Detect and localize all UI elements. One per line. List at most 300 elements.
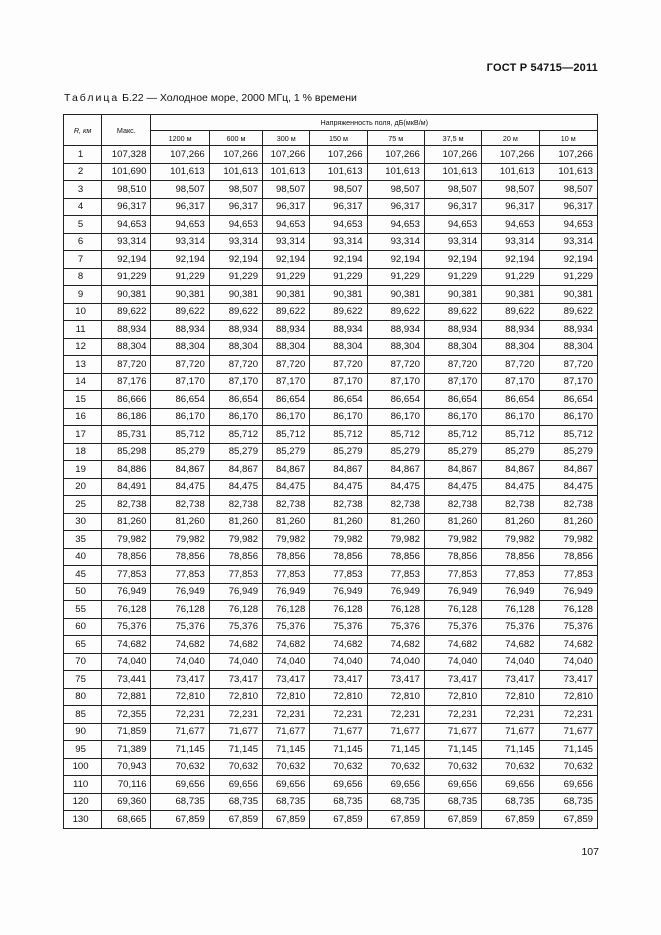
cell-value: 74,040 [482, 653, 539, 671]
cell-value: 82,738 [263, 496, 310, 514]
cell-value: 76,949 [209, 583, 262, 601]
cell-value: 71,145 [310, 741, 367, 759]
cell-max: 96,317 [102, 198, 151, 216]
cell-value: 87,170 [310, 373, 367, 391]
cell-distance: 17 [64, 426, 102, 444]
cell-value: 93,314 [482, 233, 539, 251]
cell-value: 86,170 [209, 408, 262, 426]
header-height: 300 м [263, 131, 310, 146]
cell-value: 91,229 [539, 268, 598, 286]
cell-value: 72,231 [151, 706, 209, 724]
cell-value: 90,381 [539, 286, 598, 304]
cell-value: 94,653 [539, 216, 598, 234]
table-row [64, 531, 598, 549]
header-max: Макс. [102, 115, 151, 146]
cell-max: 69,360 [102, 793, 151, 811]
table-row [64, 548, 598, 566]
cell-value: 81,260 [263, 513, 310, 531]
cell-value: 85,712 [424, 426, 481, 444]
cell-max: 74,040 [102, 653, 151, 671]
cell-value: 76,949 [310, 583, 367, 601]
cell-max: 70,943 [102, 758, 151, 776]
cell-value: 78,856 [539, 548, 598, 566]
cell-value: 74,682 [482, 636, 539, 654]
cell-max: 101,690 [102, 163, 151, 181]
cell-value: 68,735 [367, 793, 424, 811]
cell-value: 78,856 [482, 548, 539, 566]
cell-value: 81,260 [539, 513, 598, 531]
table-row [64, 671, 598, 689]
table-row [64, 793, 598, 811]
cell-value: 98,507 [424, 181, 481, 199]
cell-value: 91,229 [482, 268, 539, 286]
page-number: 107 [581, 846, 599, 858]
cell-value: 89,622 [209, 303, 262, 321]
cell-value: 87,170 [539, 373, 598, 391]
cell-value: 86,654 [151, 391, 209, 409]
table-row [64, 811, 598, 829]
cell-value: 82,738 [424, 496, 481, 514]
cell-value: 88,934 [151, 321, 209, 339]
table-row [64, 706, 598, 724]
cell-value: 93,314 [539, 233, 598, 251]
cell-value: 107,266 [310, 146, 367, 164]
cell-value: 72,810 [367, 688, 424, 706]
cell-max: 94,653 [102, 216, 151, 234]
cell-value: 86,170 [482, 408, 539, 426]
cell-value: 71,145 [539, 741, 598, 759]
table-row [64, 583, 598, 601]
cell-value: 71,677 [209, 723, 262, 741]
cell-value: 86,170 [310, 408, 367, 426]
cell-distance: 8 [64, 268, 102, 286]
cell-distance: 75 [64, 671, 102, 689]
cell-value: 79,982 [424, 531, 481, 549]
cell-value: 73,417 [539, 671, 598, 689]
cell-distance: 110 [64, 776, 102, 794]
cell-value: 74,682 [310, 636, 367, 654]
cell-max: 107,328 [102, 146, 151, 164]
cell-distance: 14 [64, 373, 102, 391]
cell-value: 89,622 [539, 303, 598, 321]
cell-value: 82,738 [310, 496, 367, 514]
cell-value: 92,194 [482, 251, 539, 269]
cell-value: 75,376 [424, 618, 481, 636]
cell-value: 94,653 [263, 216, 310, 234]
cell-value: 88,304 [263, 338, 310, 356]
cell-value: 96,317 [539, 198, 598, 216]
cell-value: 77,853 [367, 566, 424, 584]
cell-value: 85,279 [424, 443, 481, 461]
cell-value: 81,260 [424, 513, 481, 531]
cell-value: 98,507 [263, 181, 310, 199]
cell-value: 79,982 [367, 531, 424, 549]
cell-value: 87,170 [424, 373, 481, 391]
cell-value: 71,677 [263, 723, 310, 741]
cell-value: 107,266 [151, 146, 209, 164]
cell-value: 91,229 [367, 268, 424, 286]
cell-value: 70,632 [263, 758, 310, 776]
cell-value: 85,279 [151, 443, 209, 461]
table-row [64, 233, 598, 251]
cell-value: 88,934 [310, 321, 367, 339]
cell-value: 88,934 [209, 321, 262, 339]
cell-value: 75,376 [367, 618, 424, 636]
cell-value: 74,682 [539, 636, 598, 654]
cell-value: 98,507 [151, 181, 209, 199]
cell-value: 88,304 [367, 338, 424, 356]
cell-value: 77,853 [209, 566, 262, 584]
cell-value: 75,376 [151, 618, 209, 636]
cell-value: 72,810 [151, 688, 209, 706]
cell-value: 71,677 [539, 723, 598, 741]
cell-value: 74,040 [151, 653, 209, 671]
cell-value: 94,653 [310, 216, 367, 234]
cell-value: 96,317 [310, 198, 367, 216]
cell-value: 71,145 [151, 741, 209, 759]
cell-max: 70,116 [102, 776, 151, 794]
cell-value: 85,712 [263, 426, 310, 444]
cell-value: 84,867 [424, 461, 481, 479]
cell-value: 85,712 [539, 426, 598, 444]
cell-value: 88,304 [151, 338, 209, 356]
cell-value: 85,712 [482, 426, 539, 444]
cell-value: 71,677 [367, 723, 424, 741]
cell-max: 71,389 [102, 741, 151, 759]
cell-max: 81,260 [102, 513, 151, 531]
cell-value: 75,376 [310, 618, 367, 636]
cell-value: 94,653 [424, 216, 481, 234]
cell-value: 78,856 [424, 548, 481, 566]
cell-value: 92,194 [310, 251, 367, 269]
cell-value: 93,314 [424, 233, 481, 251]
cell-value: 77,853 [263, 566, 310, 584]
cell-value: 101,613 [539, 163, 598, 181]
cell-value: 71,145 [424, 741, 481, 759]
cell-value: 87,170 [263, 373, 310, 391]
cell-value: 71,145 [263, 741, 310, 759]
cell-value: 82,738 [367, 496, 424, 514]
cell-distance: 80 [64, 688, 102, 706]
cell-distance: 50 [64, 583, 102, 601]
cell-value: 69,656 [482, 776, 539, 794]
cell-value: 76,949 [482, 583, 539, 601]
cell-max: 84,886 [102, 461, 151, 479]
cell-value: 96,317 [209, 198, 262, 216]
cell-value: 74,040 [367, 653, 424, 671]
cell-value: 73,417 [482, 671, 539, 689]
cell-value: 67,859 [539, 811, 598, 829]
cell-value: 76,128 [424, 601, 481, 619]
cell-value: 78,856 [151, 548, 209, 566]
table-row [64, 723, 598, 741]
cell-value: 72,810 [424, 688, 481, 706]
cell-value: 74,040 [539, 653, 598, 671]
cell-value: 82,738 [151, 496, 209, 514]
header-height: 150 м [310, 131, 367, 146]
cell-max: 77,853 [102, 566, 151, 584]
cell-distance: 11 [64, 321, 102, 339]
cell-value: 74,040 [424, 653, 481, 671]
cell-distance: 70 [64, 653, 102, 671]
cell-value: 90,381 [263, 286, 310, 304]
header-height: 600 м [209, 131, 262, 146]
cell-value: 75,376 [209, 618, 262, 636]
cell-distance: 40 [64, 548, 102, 566]
cell-value: 68,735 [424, 793, 481, 811]
cell-value: 88,934 [482, 321, 539, 339]
cell-value: 74,682 [151, 636, 209, 654]
cell-value: 93,314 [367, 233, 424, 251]
cell-max: 87,720 [102, 356, 151, 374]
cell-value: 90,381 [424, 286, 481, 304]
cell-value: 85,279 [310, 443, 367, 461]
cell-value: 68,735 [151, 793, 209, 811]
cell-value: 74,682 [209, 636, 262, 654]
field-strength-table [63, 114, 598, 829]
cell-value: 84,475 [151, 478, 209, 496]
cell-value: 92,194 [151, 251, 209, 269]
cell-value: 94,653 [209, 216, 262, 234]
cell-value: 101,613 [310, 163, 367, 181]
cell-value: 84,867 [263, 461, 310, 479]
cell-distance: 20 [64, 478, 102, 496]
table-row [64, 286, 598, 304]
cell-value: 67,859 [151, 811, 209, 829]
cell-value: 78,856 [209, 548, 262, 566]
cell-value: 71,677 [424, 723, 481, 741]
cell-value: 76,128 [367, 601, 424, 619]
cell-value: 89,622 [151, 303, 209, 321]
cell-value: 86,654 [367, 391, 424, 409]
cell-value: 81,260 [209, 513, 262, 531]
cell-value: 76,128 [482, 601, 539, 619]
table-row [64, 146, 598, 164]
cell-value: 107,266 [424, 146, 481, 164]
cell-max: 86,186 [102, 408, 151, 426]
cell-value: 93,314 [310, 233, 367, 251]
cell-value: 72,810 [482, 688, 539, 706]
cell-max: 68,665 [102, 811, 151, 829]
cell-distance: 95 [64, 741, 102, 759]
table-row [64, 198, 598, 216]
cell-distance: 25 [64, 496, 102, 514]
table-row [64, 426, 598, 444]
cell-value: 68,735 [482, 793, 539, 811]
cell-value: 75,376 [539, 618, 598, 636]
cell-value: 87,170 [367, 373, 424, 391]
cell-max: 98,510 [102, 181, 151, 199]
cell-distance: 90 [64, 723, 102, 741]
cell-distance: 45 [64, 566, 102, 584]
table-row [64, 758, 598, 776]
table-row [64, 601, 598, 619]
cell-max: 93,314 [102, 233, 151, 251]
cell-value: 81,260 [482, 513, 539, 531]
cell-value: 70,632 [310, 758, 367, 776]
table-row [64, 443, 598, 461]
cell-value: 88,934 [367, 321, 424, 339]
cell-value: 67,859 [367, 811, 424, 829]
cell-value: 93,314 [263, 233, 310, 251]
cell-value: 85,712 [151, 426, 209, 444]
cell-distance: 7 [64, 251, 102, 269]
cell-value: 69,656 [539, 776, 598, 794]
cell-max: 85,298 [102, 443, 151, 461]
cell-value: 86,654 [310, 391, 367, 409]
cell-max: 78,856 [102, 548, 151, 566]
cell-value: 72,231 [482, 706, 539, 724]
table-row [64, 338, 598, 356]
table-row [64, 356, 598, 374]
cell-value: 88,304 [310, 338, 367, 356]
cell-value: 90,381 [482, 286, 539, 304]
table-row [64, 408, 598, 426]
cell-value: 70,632 [482, 758, 539, 776]
cell-value: 84,475 [263, 478, 310, 496]
cell-value: 84,475 [209, 478, 262, 496]
cell-value: 79,982 [482, 531, 539, 549]
cell-distance: 5 [64, 216, 102, 234]
cell-value: 94,653 [151, 216, 209, 234]
cell-value: 87,720 [310, 356, 367, 374]
cell-value: 86,654 [539, 391, 598, 409]
table-row [64, 636, 598, 654]
table-row [64, 513, 598, 531]
header-distance: R, км [64, 115, 102, 146]
cell-value: 72,810 [310, 688, 367, 706]
cell-value: 76,128 [209, 601, 262, 619]
cell-value: 84,475 [367, 478, 424, 496]
cell-value: 67,859 [424, 811, 481, 829]
cell-value: 84,867 [209, 461, 262, 479]
standard-designation: ГОСТ Р 54715—2011 [486, 62, 598, 74]
cell-value: 77,853 [310, 566, 367, 584]
cell-value: 74,682 [424, 636, 481, 654]
table-row [64, 303, 598, 321]
cell-value: 91,229 [424, 268, 481, 286]
cell-distance: 6 [64, 233, 102, 251]
cell-value: 91,229 [151, 268, 209, 286]
cell-distance: 2 [64, 163, 102, 181]
table-row [64, 776, 598, 794]
cell-value: 87,170 [482, 373, 539, 391]
cell-value: 77,853 [151, 566, 209, 584]
cell-value: 90,381 [310, 286, 367, 304]
cell-value: 69,656 [310, 776, 367, 794]
cell-value: 71,145 [482, 741, 539, 759]
cell-value: 79,982 [539, 531, 598, 549]
table-row [64, 478, 598, 496]
cell-value: 89,622 [482, 303, 539, 321]
cell-max: 72,355 [102, 706, 151, 724]
cell-value: 77,853 [539, 566, 598, 584]
table-row [64, 461, 598, 479]
cell-value: 84,475 [482, 478, 539, 496]
header-height: 20 м [482, 131, 539, 146]
cell-value: 91,229 [263, 268, 310, 286]
table-row [64, 181, 598, 199]
cell-value: 101,613 [424, 163, 481, 181]
cell-distance: 60 [64, 618, 102, 636]
cell-value: 86,654 [263, 391, 310, 409]
cell-value: 75,376 [263, 618, 310, 636]
cell-value: 73,417 [209, 671, 262, 689]
cell-max: 91,229 [102, 268, 151, 286]
cell-value: 73,417 [424, 671, 481, 689]
cell-value: 86,654 [482, 391, 539, 409]
cell-value: 88,304 [482, 338, 539, 356]
cell-value: 88,304 [424, 338, 481, 356]
cell-max: 76,949 [102, 583, 151, 601]
cell-value: 86,170 [424, 408, 481, 426]
cell-value: 87,720 [539, 356, 598, 374]
table-row [64, 216, 598, 234]
cell-distance: 100 [64, 758, 102, 776]
cell-value: 72,810 [539, 688, 598, 706]
cell-value: 107,266 [263, 146, 310, 164]
cell-distance: 4 [64, 198, 102, 216]
cell-value: 92,194 [263, 251, 310, 269]
table-row [64, 688, 598, 706]
cell-max: 85,731 [102, 426, 151, 444]
cell-value: 69,656 [209, 776, 262, 794]
cell-value: 96,317 [367, 198, 424, 216]
cell-value: 76,949 [367, 583, 424, 601]
cell-value: 67,859 [209, 811, 262, 829]
cell-value: 71,677 [151, 723, 209, 741]
cell-max: 79,982 [102, 531, 151, 549]
cell-value: 91,229 [209, 268, 262, 286]
cell-value: 82,738 [209, 496, 262, 514]
header-height: 1200 м [151, 131, 209, 146]
cell-value: 85,279 [539, 443, 598, 461]
cell-value: 101,613 [151, 163, 209, 181]
cell-max: 87,176 [102, 373, 151, 391]
cell-distance: 15 [64, 391, 102, 409]
cell-max: 76,128 [102, 601, 151, 619]
cell-max: 73,441 [102, 671, 151, 689]
cell-value: 82,738 [482, 496, 539, 514]
cell-value: 78,856 [367, 548, 424, 566]
cell-value: 76,128 [263, 601, 310, 619]
cell-value: 90,381 [209, 286, 262, 304]
cell-max: 84,491 [102, 478, 151, 496]
cell-value: 88,934 [539, 321, 598, 339]
cell-max: 75,376 [102, 618, 151, 636]
cell-value: 73,417 [263, 671, 310, 689]
cell-value: 89,622 [263, 303, 310, 321]
header-field-strength: Напряженность поля, дБ(мкВ/м) [151, 115, 598, 131]
cell-value: 101,613 [209, 163, 262, 181]
cell-distance: 9 [64, 286, 102, 304]
cell-value: 98,507 [367, 181, 424, 199]
cell-value: 72,810 [209, 688, 262, 706]
cell-value: 68,735 [539, 793, 598, 811]
cell-value: 89,622 [310, 303, 367, 321]
cell-value: 89,622 [424, 303, 481, 321]
cell-value: 94,653 [367, 216, 424, 234]
cell-distance: 18 [64, 443, 102, 461]
cell-value: 73,417 [367, 671, 424, 689]
cell-distance: 1 [64, 146, 102, 164]
cell-value: 90,381 [367, 286, 424, 304]
cell-value: 77,853 [482, 566, 539, 584]
cell-value: 101,613 [367, 163, 424, 181]
cell-value: 96,317 [482, 198, 539, 216]
cell-distance: 120 [64, 793, 102, 811]
cell-distance: 65 [64, 636, 102, 654]
